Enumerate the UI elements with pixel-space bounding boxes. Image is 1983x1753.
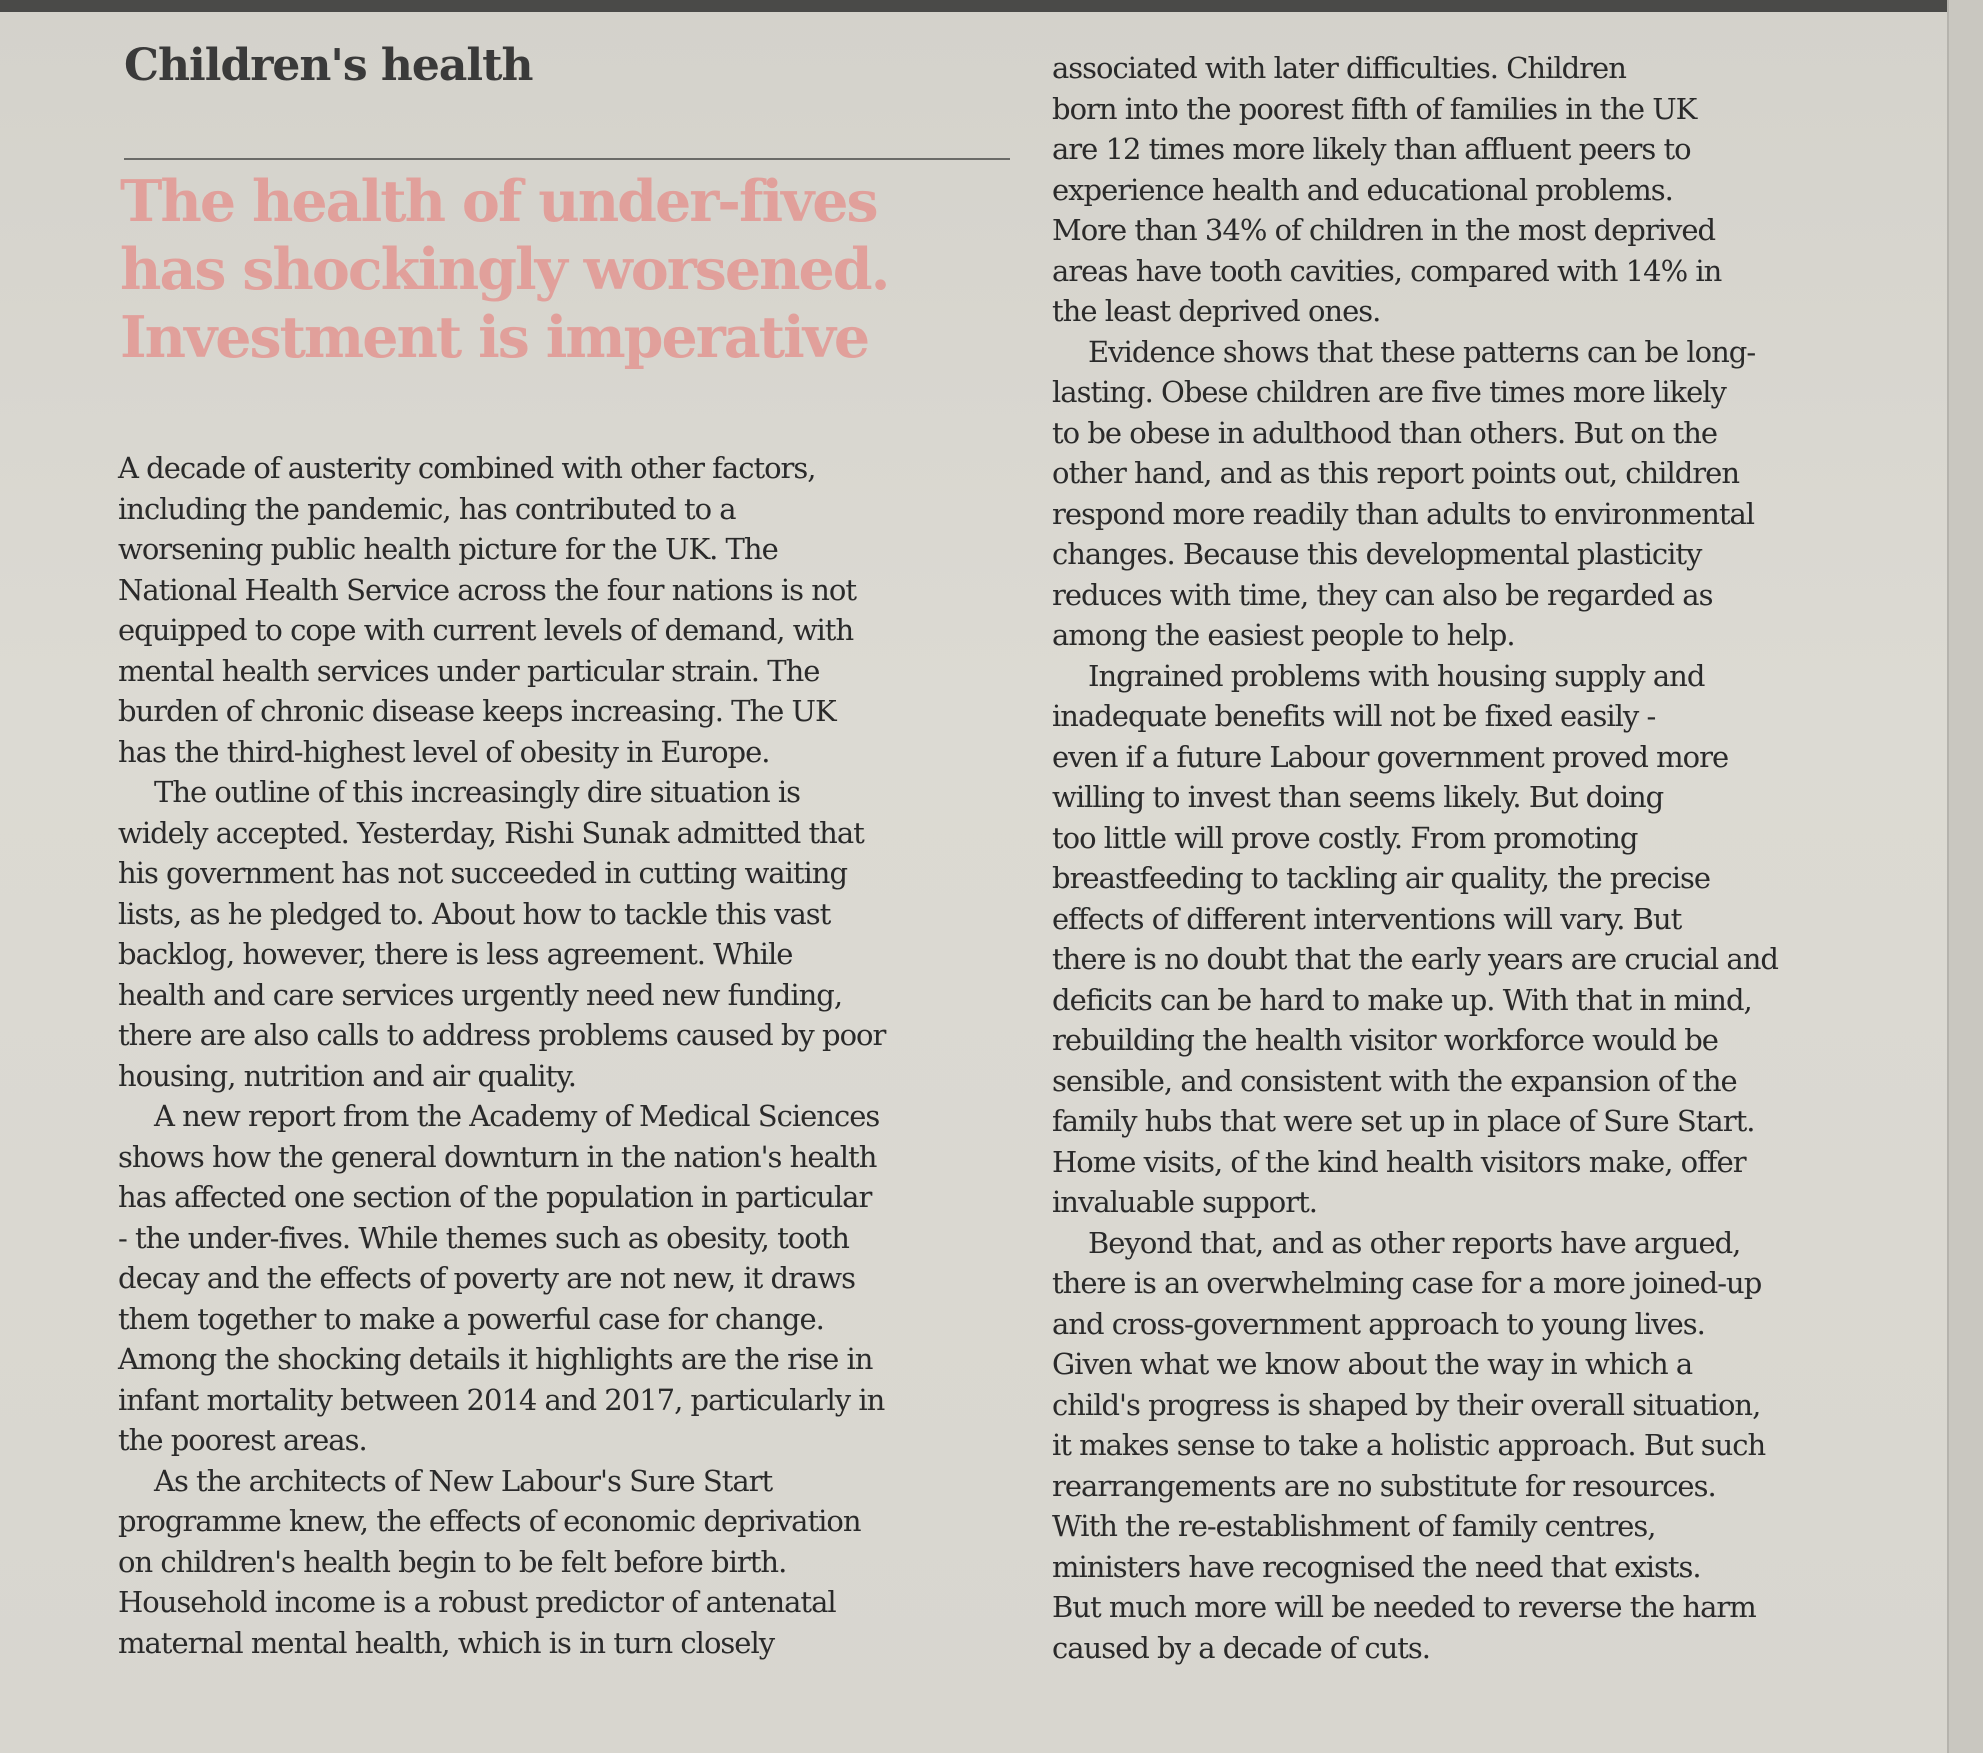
article-line: decay and the effects of poverty are not new, it draws [118, 1261, 855, 1295]
article-line: Evidence shows that these patterns can be long- [1088, 334, 1756, 369]
article-line: More than 34% of children in the most deprived [1052, 213, 1716, 247]
article-line: invaluable support. [1052, 1185, 1317, 1219]
article-line: there are also calls to address problems caused by poor [118, 1018, 886, 1052]
article-line: National Health Service across the four nations is not [118, 572, 857, 607]
article-line: his government has not succeeded in cutting waiting [118, 856, 848, 890]
article-line: lists, as he pledged to. About how to tackle this vast [118, 896, 831, 931]
article-line: to be obese in adulthood than others. But on the [1052, 415, 1718, 450]
headline [120, 168, 1020, 372]
article-line: housing, nutrition and air quality. [118, 1058, 576, 1093]
article-line: born into the poorest fifth of families in the UK [1052, 91, 1697, 126]
article-line: burden of chronic disease keeps increasing. The UK [118, 694, 836, 728]
article-line: even if a future Labour government proved more [1052, 739, 1729, 774]
article-line: and cross-government approach to young lives. [1052, 1306, 1705, 1341]
headline-divider [124, 158, 1010, 160]
article-line: deficits can be hard to make up. With that in mind, [1052, 982, 1752, 1017]
article-line: - the under-fives. While themes such as obesity, tooth [118, 1220, 849, 1255]
adjacent-page-edge [1947, 0, 1983, 1753]
article-line: among the easiest people to help. [1052, 618, 1515, 652]
top-rule [0, 0, 1983, 12]
article-line: too little will prove costly. From promoting [1052, 820, 1638, 855]
article-line: sensible, and consistent with the expansion of the [1052, 1063, 1737, 1098]
article-line: inadequate benefits will not be fixed easily - [1052, 699, 1656, 733]
article-line: experience health and educational problems. [1052, 172, 1673, 207]
article-line: has affected one section of the population in particular [118, 1180, 872, 1214]
article-line: programme knew, the effects of economic deprivation [118, 1504, 861, 1538]
article-column-left [118, 448, 1008, 1663]
article-line: breastfeeding to tackling air quality, the precise [1052, 861, 1711, 895]
article-line: there is no doubt that the early years are crucial and [1052, 942, 1778, 976]
article-column-right [1052, 48, 1932, 1668]
article-line: on children's health begin to be felt before birth. [118, 1544, 787, 1579]
section-label: Children's health [124, 40, 533, 91]
article-line: rebuilding the health visitor workforce would be [1052, 1023, 1718, 1057]
article-line: Given what we know about the way in which a [1052, 1347, 1693, 1381]
article-line: them together to make a powerful case for change. [118, 1301, 824, 1336]
headline-line: Investment is imperative [120, 304, 869, 371]
article-line: A new report from the Academy of Medical Sciences [154, 1099, 880, 1133]
headline-line: has shockingly worsened. [120, 236, 889, 303]
article-line: the least deprived ones. [1052, 294, 1381, 328]
article-line: other hand, and as this report points out, children [1052, 456, 1739, 490]
article-line: it makes sense to take a holistic approach. But such [1052, 1428, 1766, 1462]
article-line: respond more readily than adults to environmental [1052, 496, 1755, 531]
article-line: widely accepted. Yesterday, Rishi Sunak admitted that [118, 815, 864, 850]
article-line: Home visits, of the kind health visitors make, offer [1052, 1144, 1746, 1179]
article-line: The outline of this increasingly dire situation is [154, 775, 800, 809]
article-line: areas have tooth cavities, compared with 14% in [1052, 253, 1722, 288]
article-line: changes. Because this developmental plasticity [1052, 537, 1702, 571]
article-line: reduces with time, they can also be regarded as [1052, 577, 1713, 612]
article-line: associated with later difficulties. Children [1052, 51, 1626, 85]
headline-line: The health of under-fives [120, 168, 877, 235]
article-line: ministers have recognised the need that exists. [1052, 1549, 1701, 1584]
article-line: willing to invest than seems likely. But doing [1052, 780, 1664, 814]
article-line: Ingrained problems with housing supply and [1088, 658, 1705, 693]
article-line: lasting. Obese children are five times more likely [1052, 375, 1726, 409]
article-line: backlog, however, there is less agreement. While [118, 937, 793, 971]
article-line: caused by a decade of cuts. [1052, 1630, 1430, 1665]
article-line: A decade of austerity combined with other factors, [118, 451, 816, 485]
article-line: Beyond that, and as other reports have argued, [1088, 1225, 1741, 1260]
article-line: has the third-highest level of obesity in Europe. [118, 734, 770, 769]
article-line: the poorest areas. [118, 1423, 367, 1457]
article-line: child's progress is shaped by their overall situation, [1052, 1387, 1761, 1422]
article-line: Among the shocking details it highlights are the rise in [118, 1342, 873, 1376]
article-line: equipped to cope with current levels of demand, with [118, 613, 854, 647]
article-line: maternal mental health, which is in turn closely [118, 1625, 775, 1660]
article-line: family hubs that were set up in place of Sure Start. [1052, 1104, 1755, 1138]
article-line: are 12 times more likely than affluent peers to [1052, 132, 1691, 166]
article-line: rearrangements are no substitute for resources. [1052, 1468, 1716, 1503]
article-line: there is an overwhelming case for a more joined-up [1052, 1266, 1762, 1300]
article-line: But much more will be needed to reverse the harm [1052, 1590, 1756, 1624]
article-line: effects of different interventions will vary. But [1052, 901, 1682, 936]
article-line: shows how the general downturn in the nation's health [118, 1139, 877, 1174]
article-line: including the pandemic, has contributed to a [118, 491, 736, 526]
article-line: With the re-establishment of family centres, [1052, 1509, 1656, 1543]
article-line: infant mortality between 2014 and 2017, particularly in [118, 1382, 885, 1417]
article-line: mental health services under particular strain. The [118, 653, 820, 688]
article-line: As the architects of New Labour's Sure Start [154, 1463, 773, 1498]
article-line: worsening public health picture for the UK. The [118, 532, 778, 566]
article-line: Household income is a robust predictor of antenatal [118, 1585, 836, 1619]
article-line: health and care services urgently need new funding, [118, 977, 843, 1012]
